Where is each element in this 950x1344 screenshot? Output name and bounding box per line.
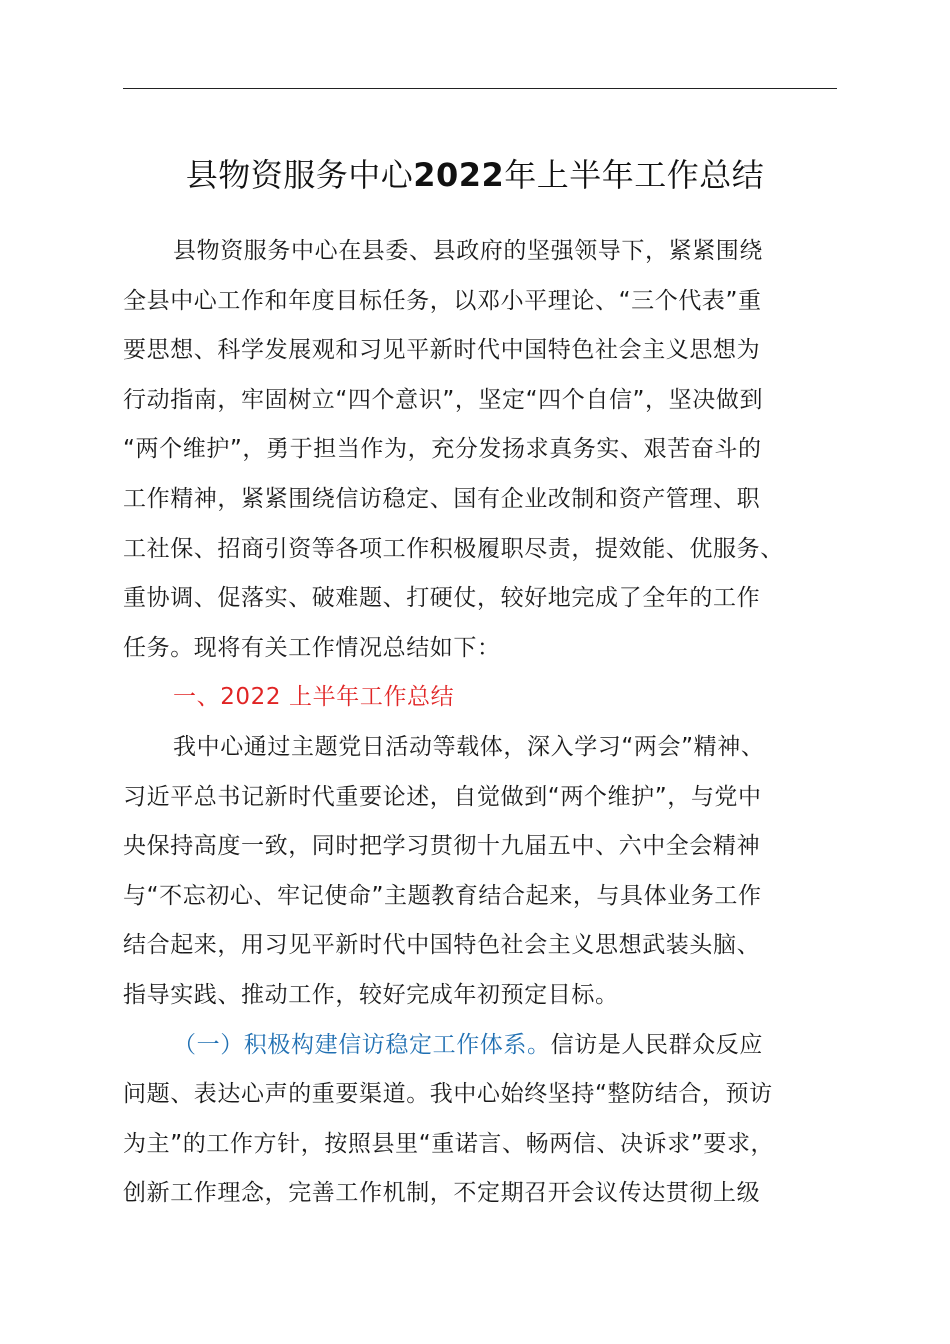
- paragraph-line: 我中心通过主题党日活动等载体，深入学习“两会”精神、: [173, 733, 765, 760]
- header-rule: [123, 88, 837, 89]
- document-body: [123, 227, 883, 1219]
- paragraph-line: 指导实践、推动工作，较好完成年初预定目标。: [123, 981, 619, 1008]
- paragraph-line: 结合起来，用习见平新时代中国特色社会主义思想武装头脑、: [123, 932, 761, 959]
- paragraph-line: 习近平总书记新时代重要论述，自觉做到“两个维护”，与党中: [123, 783, 762, 810]
- paragraph-line: 要思想、科学发展观和习见平新时代中国特色社会主义思想为: [123, 337, 761, 364]
- title-suffix: 年上半年工作总结: [504, 156, 765, 194]
- subsection-heading: （一）积极构建信访稳定工作体系。: [173, 1031, 551, 1058]
- document-title: [0, 150, 950, 200]
- title-year: 2022: [413, 156, 505, 194]
- paragraph-line: 为主”的工作方针，按照县里“重诺言、畅两信、决诉求”要求，: [123, 1130, 775, 1157]
- paragraph-line: 重协调、促落实、破难题、打硬仗，较好地完成了全年的工作: [123, 585, 761, 612]
- paragraph-line: 与“不忘初心、牢记使命”主题教育结合起来，与具体业务工作: [123, 882, 762, 909]
- title-prefix: 县物资服务中心: [185, 156, 414, 194]
- paragraph-line: 问题、表达心声的重要渠道。我中心始终坚持“整防结合，预访: [123, 1081, 773, 1108]
- paragraph-line: 县物资服务中心在县委、县政府的坚强领导下，紧紧围绕: [173, 238, 763, 264]
- section-heading: 一、2022 上半年工作总结: [173, 684, 455, 711]
- paragraph-line: 央保持高度一致，同时把学习贯彻十九届五中、六中全会精神: [123, 833, 761, 860]
- paragraph-line: 工作精神，紧紧围绕信访稳定、国有企业改制和资产管理、职: [123, 485, 761, 512]
- paragraph-line: 全县中心工作和年度目标任务，以邓小平理论、“三个代表”重: [123, 287, 762, 314]
- paragraph-line: 任务。现将有关工作情况总结如下：: [123, 634, 501, 661]
- paragraph-line: 工社保、招商引资等各项工作积极履职尽责，提效能、优服务、: [123, 535, 784, 562]
- paragraph-line: “两个维护”，勇于担当作为，充分发扬求真务实、艰苦奋斗的: [123, 436, 762, 463]
- subsection-first-line: [123, 1021, 883, 1071]
- paragraph-line: 行动指南，牢固树立“四个意识”，坚定“四个自信”，坚决做到: [123, 386, 764, 413]
- paragraph-line: 创新工作理念，完善工作机制，不定期召开会议传达贯彻上级: [123, 1180, 761, 1207]
- subsection-first-text: 信访是人民群众反应: [550, 1031, 764, 1058]
